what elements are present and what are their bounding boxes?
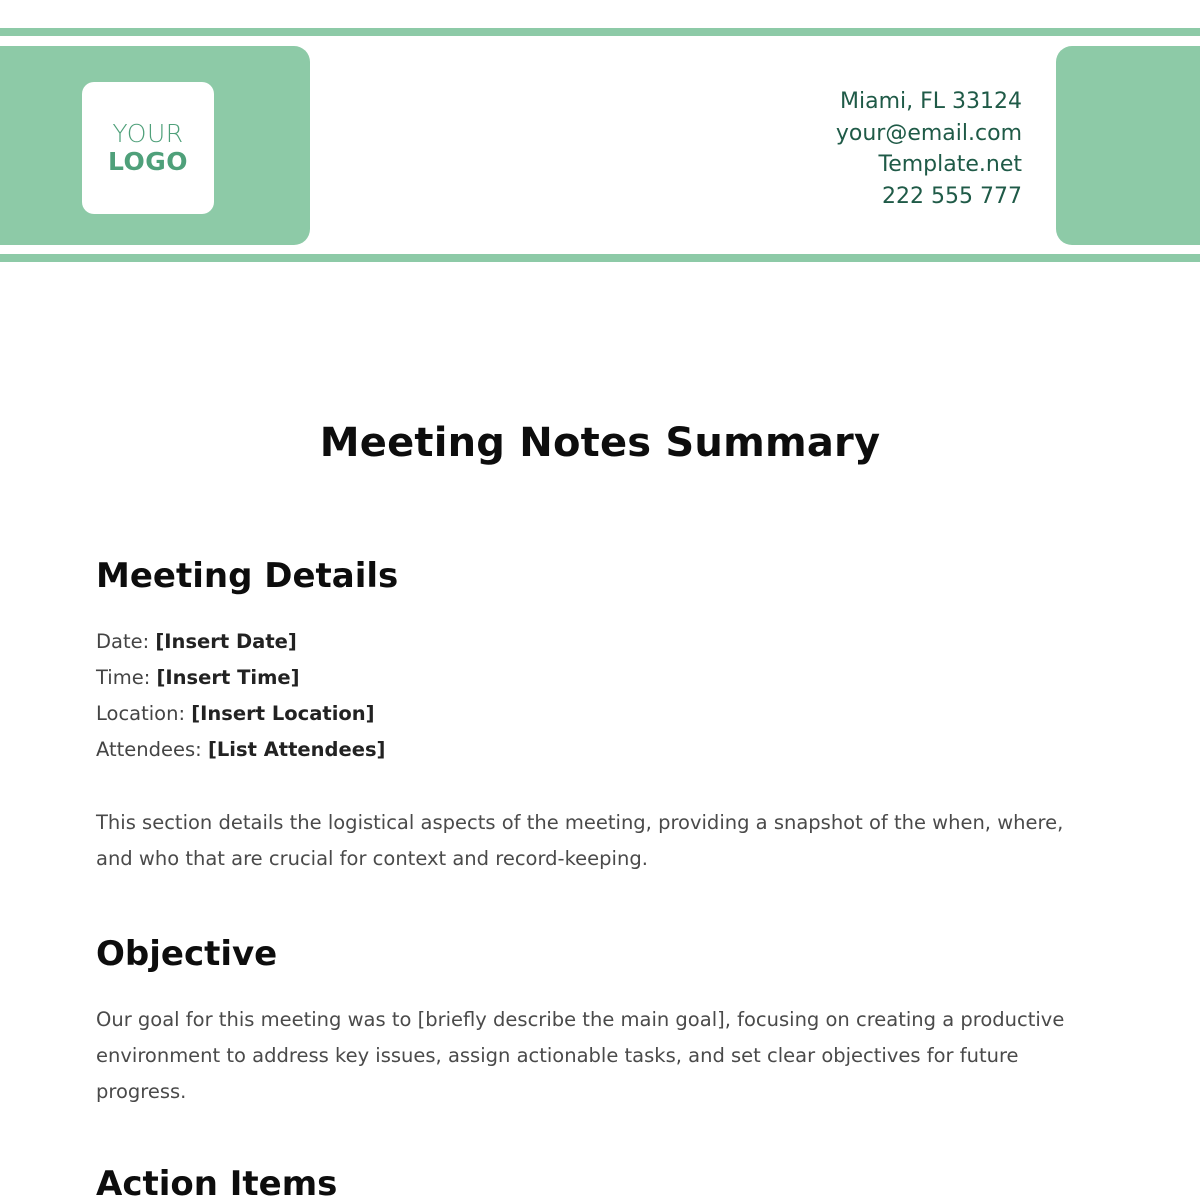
detail-value: [Insert Location] (191, 702, 375, 725)
action-items-heading: Action Items (96, 1164, 338, 1198)
contact-phone: 222 555 777 (882, 183, 1022, 209)
detail-label: Attendees: (96, 738, 202, 761)
detail-row-date (96, 624, 385, 660)
detail-row-attendees (96, 732, 385, 768)
detail-row-location (96, 696, 385, 732)
contact-website[interactable]: Template.net (878, 152, 1022, 177)
detail-row-time (96, 660, 385, 696)
detail-label: Date: (96, 630, 150, 653)
detail-label: Location: (96, 702, 186, 725)
company-logo (82, 82, 214, 214)
objective-text: Our goal for this meeting was to [briefly describe the main goal], focusing on creating a productive environment to address key issues, assign actionable tasks, and set clear objectives for future progress. (96, 1008, 1065, 1103)
logo-text-logo: LOGO (107, 147, 189, 176)
meeting-details-list (96, 624, 385, 768)
header-bottom-rule (0, 254, 1200, 262)
meeting-details-description: This section details the logistical aspects of the meeting, providing a snapshot of the when, where, and who that are crucial for context and record-keeping. (96, 811, 1064, 870)
meeting-details-heading: Meeting Details (96, 556, 399, 596)
detail-value: [Insert Time] (156, 666, 300, 689)
contact-email[interactable]: your@email.com (835, 120, 1022, 146)
header-top-rule (0, 28, 1200, 36)
header-right-panel (1056, 46, 1200, 245)
objective-heading: Objective (96, 934, 278, 974)
detail-label: Time: (96, 666, 151, 689)
logo-text-your: YOUR (112, 119, 184, 148)
document-title: Meeting Notes Summary (319, 420, 881, 466)
detail-value: [List Attendees] (207, 738, 386, 761)
detail-value: [Insert Date] (155, 630, 297, 653)
contact-block (836, 86, 1022, 212)
contact-address: Miami, FL 33124 (840, 89, 1022, 114)
